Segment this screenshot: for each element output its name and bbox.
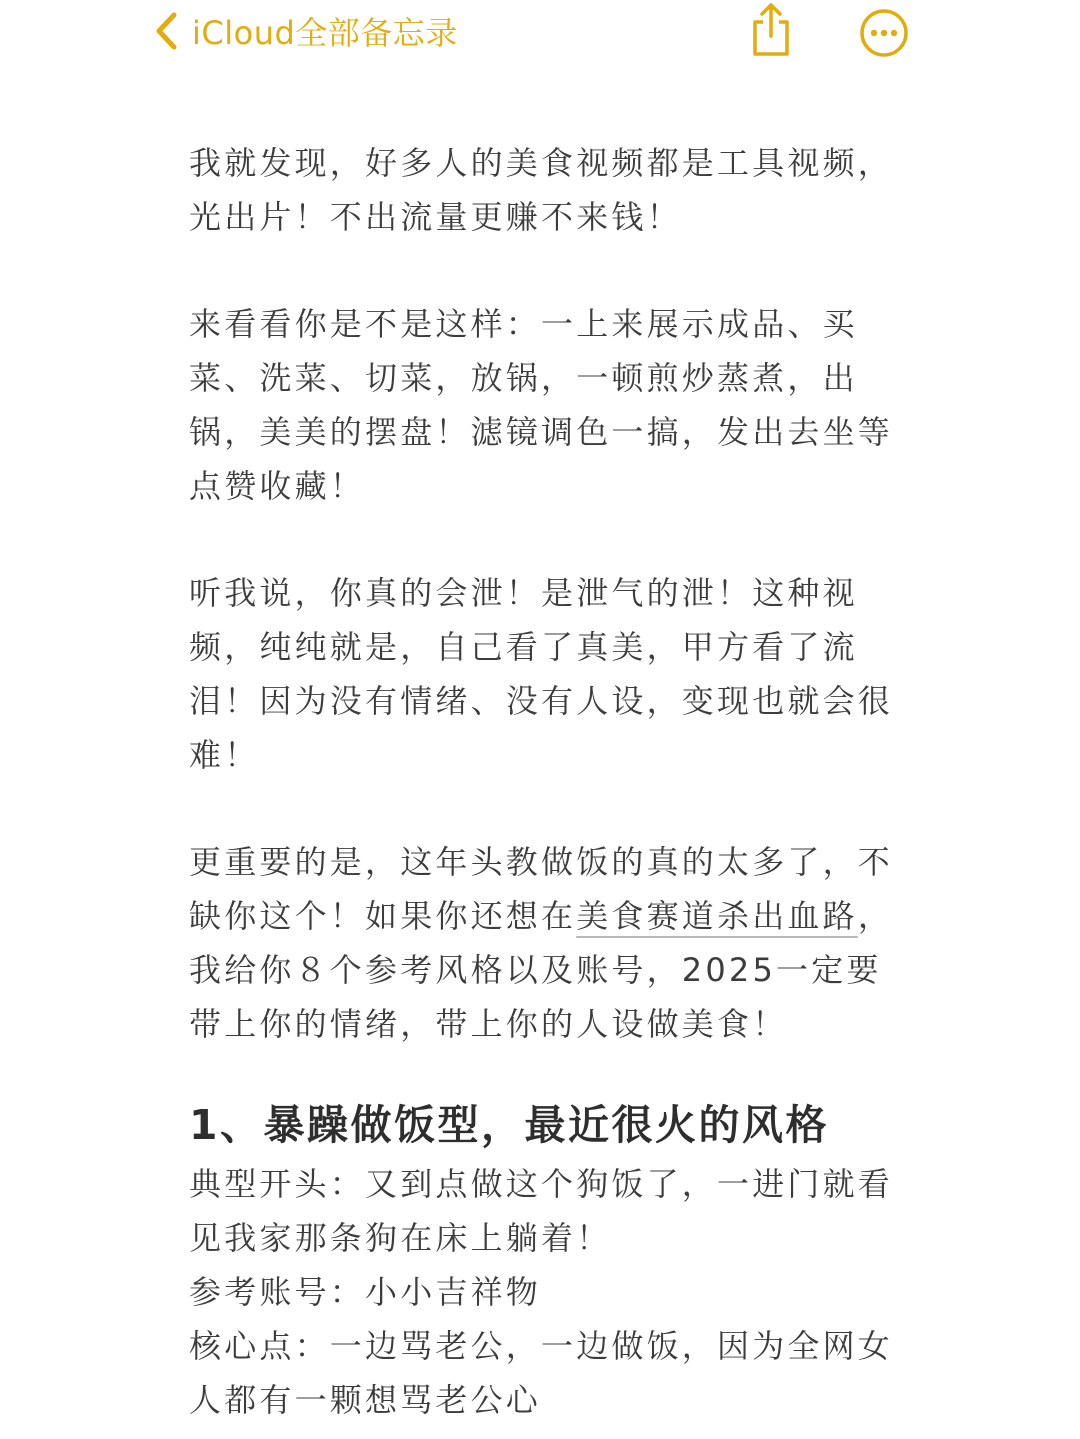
back-button[interactable] <box>150 6 458 56</box>
paragraph-spacer <box>189 513 895 566</box>
note-paragraph-1: 我就发现，好多人的美食视频都是工具视频，光出片！不出流量更赚不来钱！ <box>189 144 894 236</box>
share-icon[interactable] <box>746 2 796 58</box>
note-paragraph-4 <box>189 835 895 1051</box>
paragraph-4-text-a: 更重要的是，这年头教做饭的真的太多了，不缺你这个！如果你还想在 <box>189 843 894 935</box>
example-opening-line: 典型开头：又到点做这个狗饭了，一进门就看见我家那条狗在床上躺着！ <box>189 1165 894 1257</box>
paragraph-spacer <box>189 782 895 835</box>
chevron-left-icon <box>150 9 184 53</box>
navigation-bar <box>0 0 1080 64</box>
back-label: iCloud全部备忘录 <box>192 14 458 52</box>
core-point-line: 核心点：一边骂老公，一边做饭，因为全网女人都有一颗想骂老公心 <box>189 1327 894 1419</box>
note-body[interactable] <box>189 136 895 1427</box>
paragraph-4-text-b: ，我给你８个参考风格以及账号，2025一定要带上你的情绪，带上你的人设做美食！ <box>189 897 894 1043</box>
note-paragraph-2: 来看看你是不是这样：一上来展示成品、买菜、洗菜、切菜，放锅，一顿煎炒蒸煮，出锅，美美的摆盘！滤镜调色一搞，发出去坐等点赞收藏！ <box>189 305 894 505</box>
paragraph-spacer <box>189 244 895 297</box>
note-paragraph-3: 听我说，你真的会泄！是泄气的泄！这种视频，纯纯就是，自己看了真美，甲方看了流泪！因为没有情绪、没有人设，变现也就会很难！ <box>189 574 894 774</box>
reference-account-line: 参考账号：小小吉祥物 <box>189 1273 542 1311</box>
section-heading: 1、暴躁做饭型，最近很火的风格 <box>189 1101 830 1149</box>
ellipsis-circle-icon[interactable] <box>859 8 909 58</box>
underlined-phrase: 美食赛道杀出血路 <box>576 897 858 935</box>
